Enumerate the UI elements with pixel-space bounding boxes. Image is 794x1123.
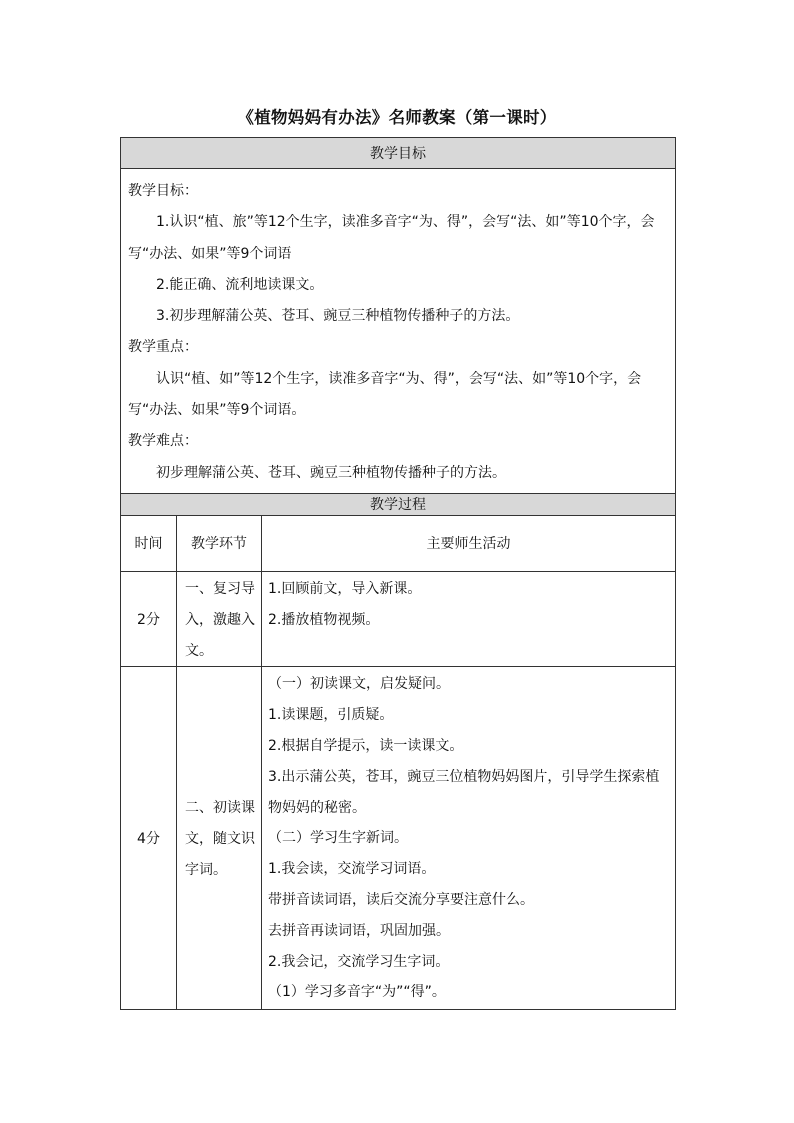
goal-item: 3.初步理解蒲公英、苍耳、豌豆三种植物传播种子的方法。 [156,308,520,325]
process-header [121,493,676,515]
activity-line: （一）初读课文，启发疑问。 [268,676,450,693]
activity-line: 2.播放植物视频。 [268,611,380,628]
row-time: 4分 [121,667,177,1010]
activity-line: （二）学习生字新词。 [268,830,408,847]
difficult-points-label: 教学难点： [128,433,198,450]
objectives-content [121,169,676,494]
difficult-points-text: 初步理解蒲公英、苍耳、豌豆三种植物传播种子的方法。 [156,464,506,481]
activity-line: 1.读课题，引质疑。 [268,707,394,724]
row-step: 一、复习导入，激趣入文。 [177,571,262,666]
objectives-header [121,138,676,169]
activity-line: （1）学习多音字“为”“得”。 [268,984,446,1001]
lesson-plan-table [120,137,676,1010]
activity-line: 2.根据自学提示，读一读课文。 [268,737,464,754]
row-time: 2分 [121,571,177,666]
table-row [121,571,676,666]
row-activities [262,667,676,1010]
goal-item: 1.认识“植、旅”等12个生字，读准多音字“为、得”，会写“法、如”等10个字，会写“办法、如果”等9个词语 [128,214,655,262]
row-step: 二、初读课文，随文识字词。 [177,667,262,1010]
key-points-label: 教学重点： [128,339,198,356]
column-header-activities: 主要师生活动 [262,515,676,571]
row-activities [262,571,676,666]
key-points-text: 认识“植、如”等12个生字，读准多音字“为、得”，会写“法、如”等10个字，会写“办法、如果”等9个词语。 [128,370,642,419]
document-title: 《植物妈妈有办法》名师教案（第一课时） [237,108,557,127]
activity-line: 1.回顾前文，导入新课。 [268,580,422,597]
column-header-time: 时间 [121,515,177,571]
table-row [121,667,676,1010]
activity-line: 1.我会读，交流学习词语。 [268,861,436,878]
column-header-step: 教学环节 [177,515,262,571]
process-header-label: 教学过程 [370,497,426,514]
activity-line: 2.我会记，交流学习生字词。 [268,953,450,970]
activity-line: 3.出示蒲公英，苍耳，豌豆三位植物妈妈图片，引导学生探索植物妈妈的秘密。 [268,768,660,816]
goals-label: 教学目标： [128,183,198,199]
goal-item: 2.能正确、流利地读课文。 [156,276,324,293]
activity-line: 去拼音再读词语，巩固加强。 [268,922,450,939]
objectives-header-label: 教学目标 [370,146,426,162]
activity-line: 带拼音读词语，读后交流分享要注意什么。 [268,891,534,908]
